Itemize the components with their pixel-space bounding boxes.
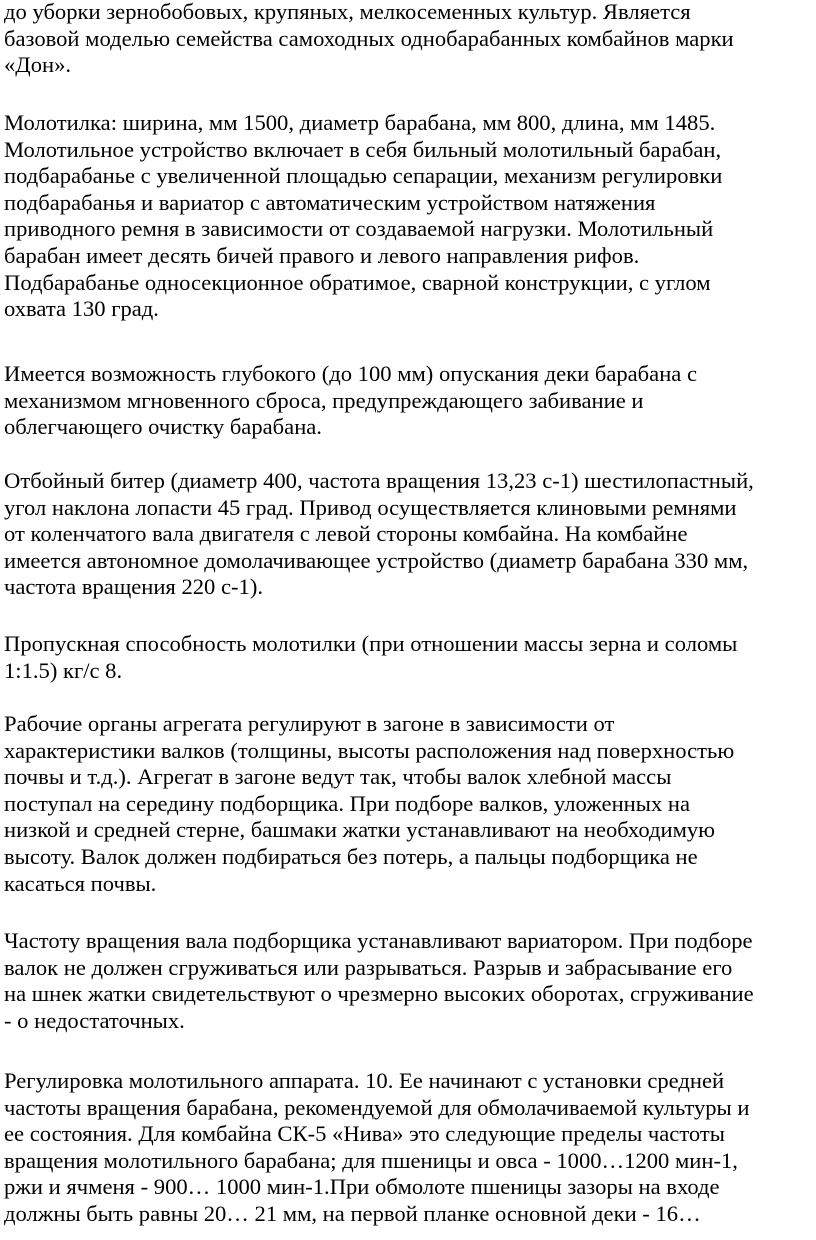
text-line: Пропускная способность молотилки (при отношении массы зерна и соломы [4, 631, 738, 656]
text-line: 1:1.5) кг/с 8. [4, 657, 123, 683]
text-line: облегчающего очистку барабана. [4, 414, 322, 440]
text-line: Регулировка молотильного аппарата. 10. Ее начинают с установки средней [4, 1068, 725, 1093]
text-line: Имеется возможность глубокого (до 100 мм) опускания деки барабана с [4, 361, 697, 386]
text-line: до уборки зернобобовых, крупяных, мелкосеменных культур. Является [4, 0, 691, 24]
text-line: частоты вращения барабана, рекомендуемой для обмолачиваемой культуры и [4, 1094, 750, 1120]
text-line: ее состояния. Для комбайна СК-5 «Нива» это следующие пределы частоты [4, 1121, 725, 1147]
paragraph-threshing-unit [4, 110, 722, 323]
text-line: - о недостаточных. [4, 1007, 185, 1033]
text-line: Молотильное устройство включает в себя бильный молотильный барабан, [4, 136, 722, 162]
text-line: должны быть равны 20… 21 мм, на первой планке основной деки - 16… [4, 1200, 701, 1226]
text-line: Рабочие органы агрегата регулируют в загоне в зависимости от [4, 711, 615, 736]
text-line: имеется автономное домолачивающее устройство (диаметр барабана 330 мм, [4, 547, 749, 573]
text-line: вращения молотильного барабана; для пшеницы и овса - 1000…1200 мин-1, [4, 1147, 738, 1173]
text-line: Частоту вращения вала подборщика устанавливают вариатором. При подборе [4, 928, 753, 953]
text-line: приводного ремня в зависимости от создаваемой нагрузки. Молотильный [4, 216, 714, 242]
text-line: подбарабанья и вариатор с автоматическим устройством натяжения [4, 189, 656, 215]
text-line: механизмом мгновенного сброса, предупреждающего забивание и [4, 387, 644, 413]
text-line: частота вращения 220 с-1). [4, 574, 264, 600]
text-line: «Дон». [4, 52, 72, 78]
text-line: характеристики валков (толщины, высоты расположения над поверхностью [4, 737, 735, 763]
text-line: касаться почвы. [4, 870, 157, 896]
text-line: поступал на середину подборщика. При подборе валков, уложенных на [4, 790, 691, 816]
paragraph-throughput [4, 631, 737, 684]
text-line: валок не должен сгруживаться или разрываться. Разрыв и забрасывание его [4, 954, 733, 980]
paragraph-harvester-intro [4, 0, 734, 79]
text-line: охвата 130 град. [4, 296, 159, 322]
text-line: подбарабанье с увеличенной площадью сепарации, механизм регулировки [4, 163, 723, 189]
text-line: низкой и средней стерне, башмаки жатки устанавливают на необходимую [4, 817, 716, 843]
text-line: Молотилка: ширина, мм 1500, диаметр барабана, мм 800, длина, мм 1485. [4, 110, 716, 135]
text-line: угол наклона лопасти 45 град. Привод осуществляется клиновыми ремнями [4, 494, 737, 520]
text-line: от коленчатого вала двигателя с левой стороны комбайна. На комбайне [4, 521, 688, 547]
text-line: почвы и т.д.). Агрегат в загоне ведут так, чтобы валок хлебной массы [4, 764, 672, 790]
text-line: высоту. Валок должен подбираться без потерь, а пальцы подборщика не [4, 843, 698, 869]
text-line: барабан имеет десять бичей правого и левого направления рифов. [4, 242, 640, 268]
paragraph-concave-lowering [4, 361, 697, 441]
text-line: на шнек жатки свидетельствуют о чрезмерно высоких оборотах, сгруживание [4, 981, 754, 1007]
paragraph-beater [4, 468, 754, 601]
paragraph-working-parts [4, 711, 734, 897]
text-line: Отбойный битер (диаметр 400, частота вращения 13,23 с-1) шестилопастный, [4, 468, 754, 493]
text-line: Подбарабанье односекционное обратимое, сварной конструкции, с углом [4, 269, 711, 295]
paragraph-threshing-adjustment [4, 1068, 749, 1228]
text-line: ржи и ячменя - 900… 1000 мин-1.При обмолоте пшеницы зазоры на входе [4, 1174, 720, 1200]
paragraph-pickup-speed [4, 928, 754, 1034]
text-line: базовой моделью семейства самоходных однобарабанных комбайнов марки [4, 25, 734, 51]
